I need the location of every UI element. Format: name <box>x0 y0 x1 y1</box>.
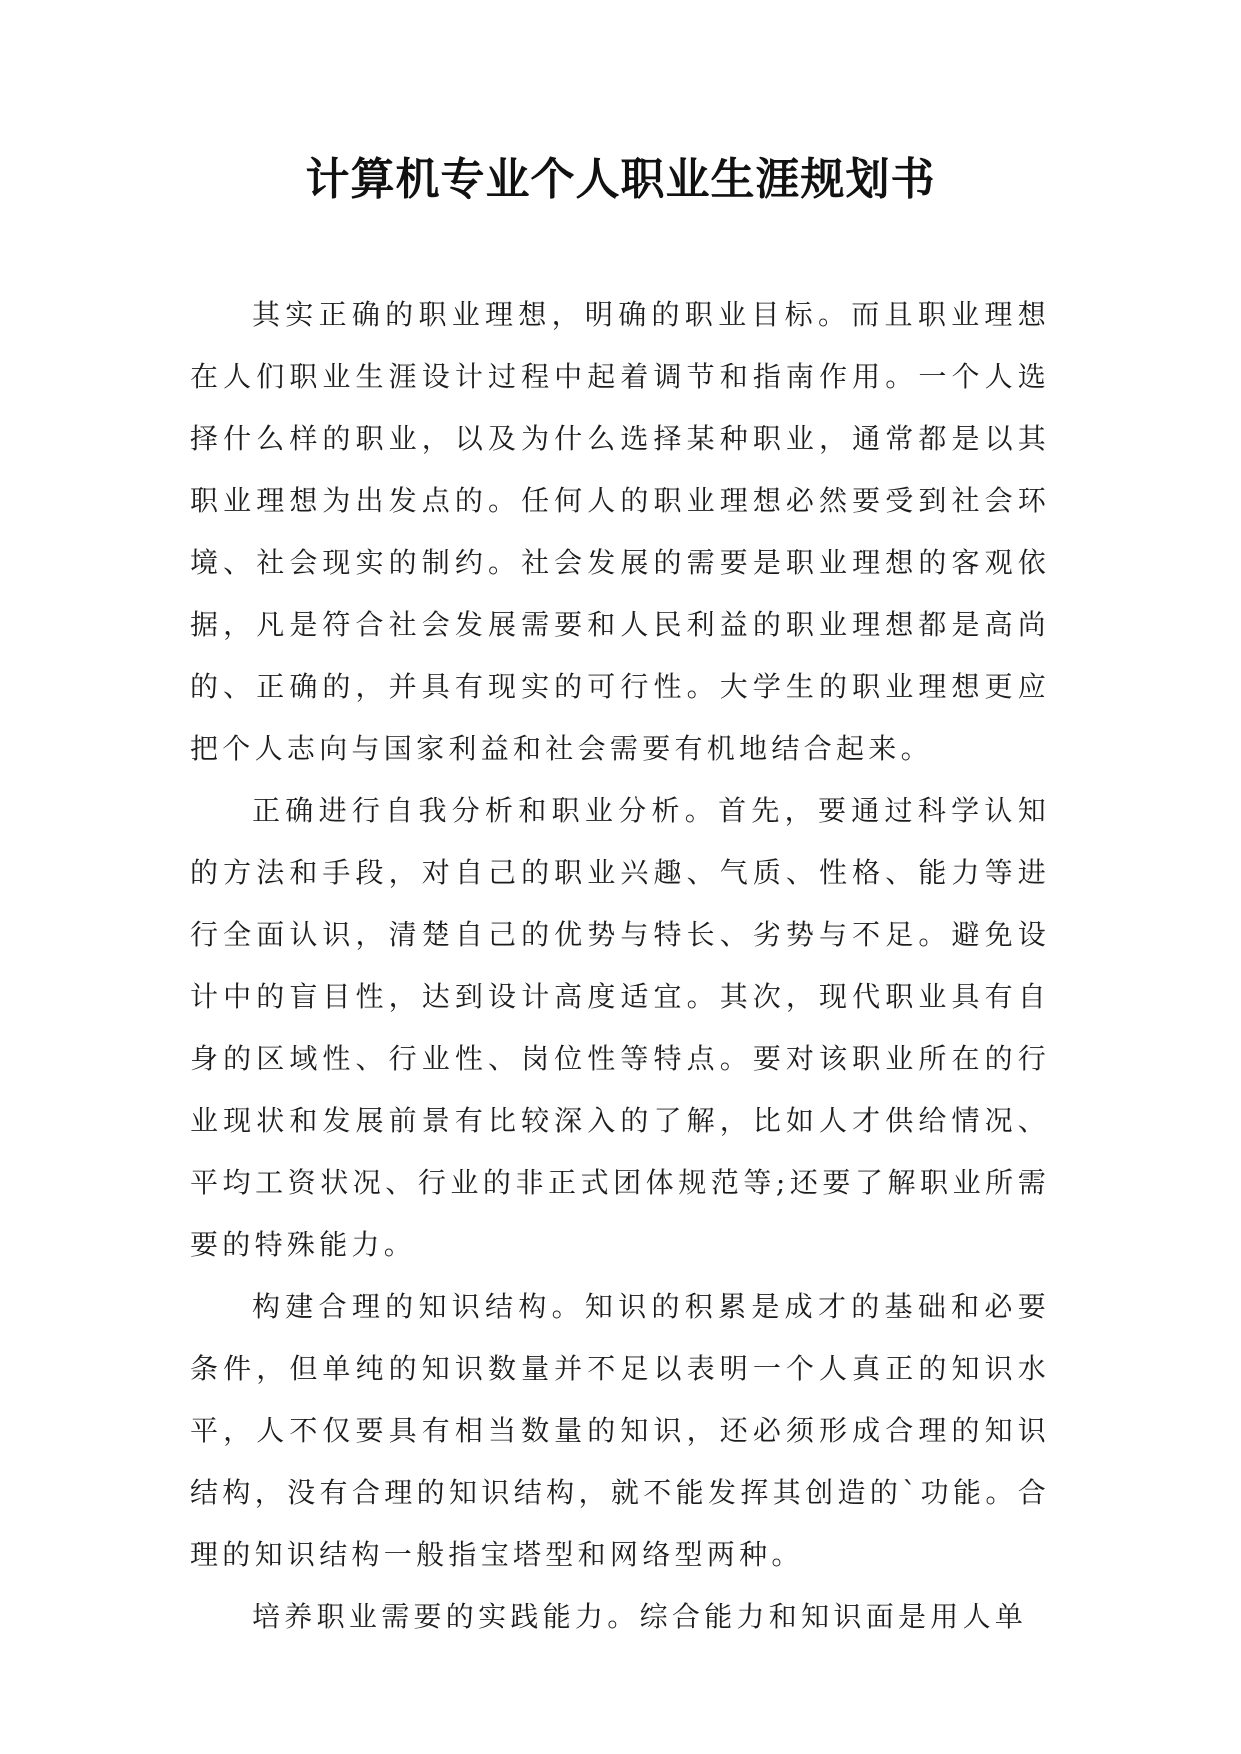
document-title: 计算机专业个人职业生涯规划书 <box>305 154 936 205</box>
paragraph-knowledge-structure: 构建合理的知识结构。知识的积累是成才的基础和必要条件，但单纯的知识数量并不足以表明一个人真正的知识水平，人不仅要具有相当数量的知识，还必须形成合理的知识结构，没有合理的知识结构，就不能发挥其创造的`功能。合理的知识结构一般指宝塔型和网络型两种。 <box>190 1290 1050 1571</box>
paragraph-self-analysis: 正确进行自我分析和职业分析。首先，要通过科学认知的方法和手段，对自己的职业兴趣、气质、性格、能力等进行全面认识，清楚自己的优势与特长、劣势与不足。避免设计中的盲目性，达到设计高度适宜。其次，现代职业具有自身的区域性、行业性、岗位性等特点。要对该职业所在的行业现状和发展前景有比较深入的了解，比如人才供给情况、平均工资状况、行业的非正式团体规范等;还要了解职业所需要的特殊能力。 <box>190 794 1050 1261</box>
paragraph-career-ideal: 其实正确的职业理想，明确的职业目标。而且职业理想在人们职业生涯设计过程中起着调节和指南作用。一个人选择什么样的职业，以及为什么选择某种职业，通常都是以其职业理想为出发点的。任何人的职业理想必然要受到社会环境、社会现实的制约。社会发展的需要是职业理想的客观依据，凡是符合社会发展需要和人民利益的职业理想都是高尚的、正确的，并具有现实的可行性。大学生的职业理想更应把个人志向与国家利益和社会需要有机地结合起来。 <box>190 298 1050 765</box>
paragraph-practical-ability: 培养职业需要的实践能力。综合能力和知识面是用人单 <box>252 1600 1028 1633</box>
document-body <box>190 284 1050 1648</box>
